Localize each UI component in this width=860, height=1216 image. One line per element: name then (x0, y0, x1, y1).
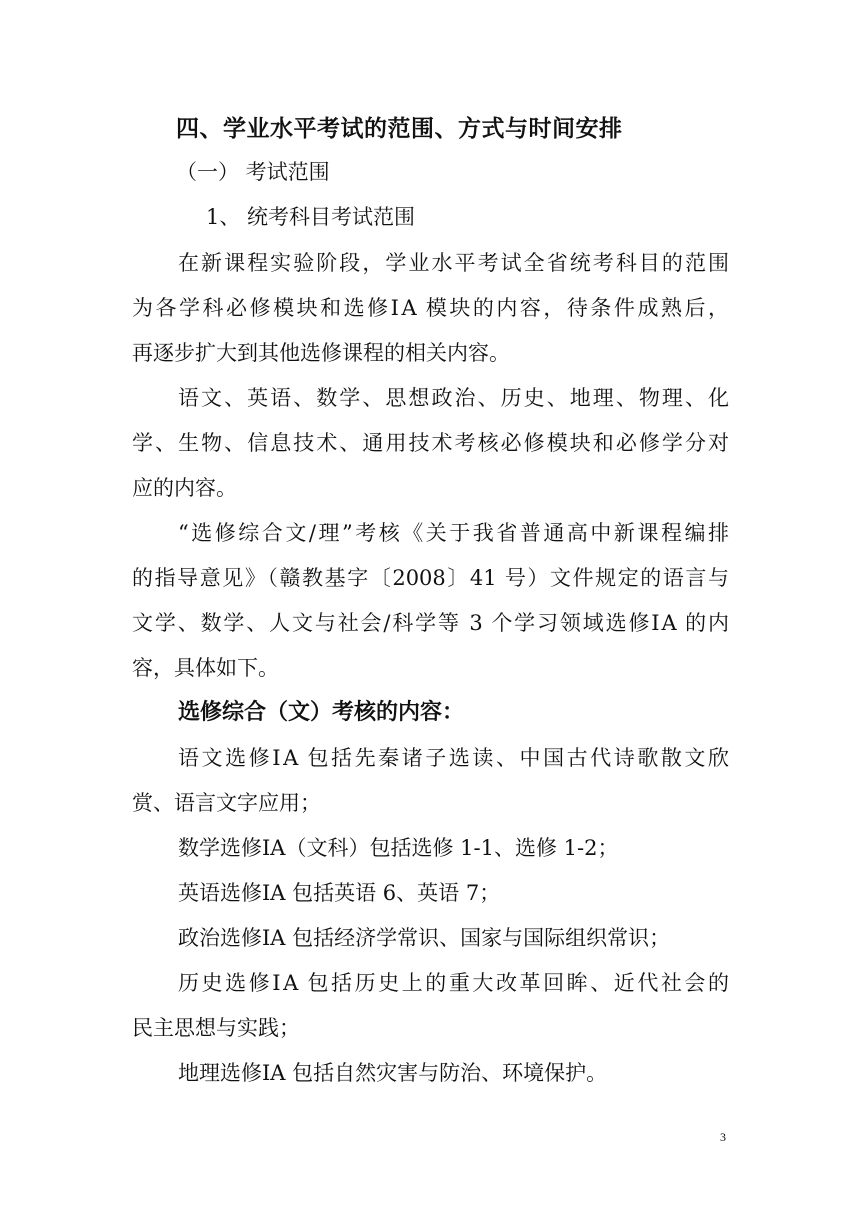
paragraph-1-line-3: 再逐步扩大到其他选修课程的相关内容。 (132, 341, 510, 365)
list-item: 语文选修ⅠA 包括先秦诸子选读、中国古代诗歌散文欣 (178, 746, 729, 770)
paragraph-3-line-3: 文学、数学、人文与社会/科学等 3 个学习领域选修ⅠA 的内 (132, 611, 729, 635)
paragraph-2-line-3: 应的内容。 (132, 476, 237, 500)
paragraph-3-line-2: 的指导意见》（赣教基字〔2008〕41 号）文件规定的语言与 (132, 566, 729, 590)
page-number: 3 (720, 1130, 726, 1144)
list-item: 政治选修ⅠA 包括经济学常识、国家与国际组织常识； (178, 926, 671, 950)
paragraph-2-line-1: 语文、英语、数学、思想政治、历史、地理、物理、化 (178, 386, 729, 410)
list-item: 赏、语言文字应用； (132, 791, 321, 815)
list-item: 地理选修ⅠA 包括自然灾害与防治、环境保护。 (178, 1061, 608, 1085)
elective-section-title: 选修综合（文）考核的内容： (178, 700, 465, 725)
list-item: 民主思想与实践； (132, 1016, 300, 1040)
paragraph-3-line-4: 容，具体如下。 (132, 656, 279, 680)
list-item: 数学选修ⅠA（文科）包括选修 1-1、选修 1-2； (178, 836, 619, 860)
list-item: 历史选修ⅠA 包括历史上的重大改革回眸、近代社会的 (178, 971, 729, 995)
item-heading: 1、 统考科目考试范围 (206, 205, 416, 229)
paragraph-2-line-2: 学、生物、信息技术、通用技术考核必修模块和必修学分对 (132, 431, 729, 455)
paragraph-1-line-2: 为各学科必修模块和选修ⅠA 模块的内容，待条件成熟后， (132, 296, 729, 320)
paragraph-1-line-1: 在新课程实验阶段，学业水平考试全省统考科目的范围 (178, 251, 729, 275)
section-heading: 四、学业水平考试的范围、方式与时间安排 (176, 116, 623, 142)
paragraph-3-line-1: “选修综合文/理”考核《关于我省普通高中新课程编排 (178, 521, 729, 545)
subsection-heading: （一） 考试范围 (176, 160, 330, 184)
list-item: 英语选修ⅠA 包括英语 6、英语 7； (178, 881, 501, 905)
